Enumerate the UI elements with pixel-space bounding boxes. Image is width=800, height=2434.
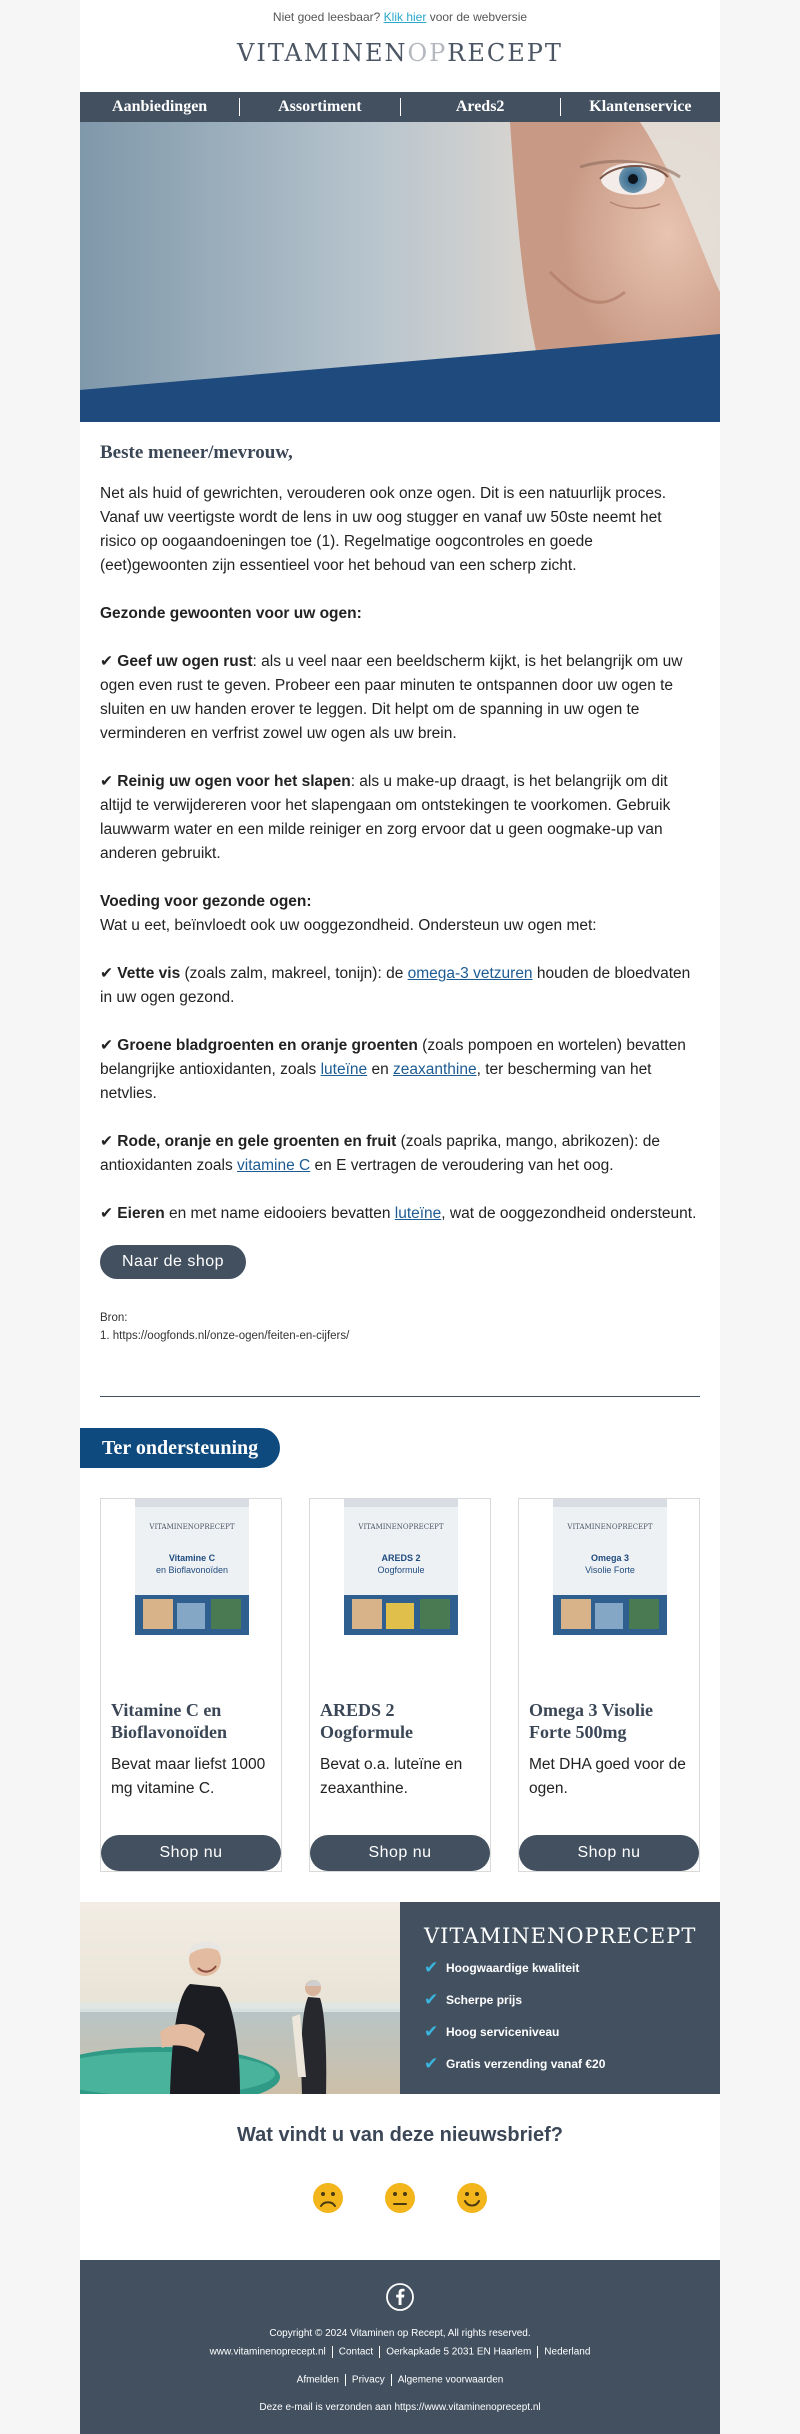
usp-label: Gratis verzending vanaf €20 [446, 2057, 606, 2071]
unsubscribe-link[interactable]: Afmelden [296, 2374, 339, 2386]
happy-face-icon[interactable] [456, 2182, 488, 2214]
food-heading [100, 890, 700, 914]
preheader-text-after: voor de webversie [429, 10, 528, 24]
sources [100, 1309, 700, 1345]
food-fish-text: (zoals zalm, makreel, tonijn): de [180, 965, 408, 982]
food-fish-title: ✔ Vette vis [100, 965, 181, 982]
brand-logo[interactable] [80, 38, 720, 68]
food-heading-text: Voeding voor gezonde ogen: [100, 893, 312, 910]
habit-clean-text: : als u make-up draagt, is het belangrijk om dit altijd te verwijdereren voor het slapengaan om ontstekingen te voorkomen. Gebruik lauwwarm water en een milde reiniger en zorg ervoor dat u geen oogmake-up van anderen gebruikt. [100, 773, 671, 862]
habit-rest [100, 650, 700, 746]
preheader [80, 0, 720, 34]
zeaxanthine-link[interactable]: zeaxanthine [393, 1061, 477, 1078]
logo-part-2: OP [407, 39, 448, 67]
usp-label: Hoogwaardige kwaliteit [446, 1961, 580, 1975]
logo-part-1: VITAMINEN [237, 39, 408, 67]
habit-clean-title: ✔ Reinig uw ogen voor het slapen [100, 773, 351, 790]
food-intro: Wat u eet, beïnvloedt ook uw ooggezondheid. Ondersteun uw ogen met: [100, 917, 597, 934]
newsletter [80, 0, 720, 2434]
product-description: Met DHA goed voor de ogen. [529, 1756, 686, 1797]
product-card[interactable] [309, 1498, 491, 1872]
nav-aanbiedingen[interactable]: Aanbiedingen [112, 98, 208, 115]
checkmark-icon: ✔ [424, 2054, 439, 2073]
main-nav [80, 92, 720, 122]
luteine-link[interactable]: luteïne [320, 1061, 368, 1078]
food-eggs-text: en met name eidooiers bevatten [164, 1205, 395, 1222]
product-name[interactable]: Vitamine C en Bioflavonoïden [111, 1700, 228, 1742]
habit-rest-text: : als u veel naar een beeldscherm kijkt, is het belangrijk om uw ogen even rust te geven. Probeer een paar minuten te ontspannen door uw ogen te sluiten en uw handen erover te leggen. Dit helpt om de spanning in uw ogen te verminderen en verfrist zowel uw ogen als uw brein. [100, 653, 683, 742]
footer [80, 2260, 720, 2434]
product-name[interactable]: AREDS 2 Oogformule [320, 1700, 413, 1742]
footer-sent-notice: Deze e-mail is verzonden aan https://www.vitaminenoprecept.nl [259, 2402, 541, 2413]
product-name[interactable]: Omega 3 Visolie Forte 500mg [529, 1700, 653, 1742]
webversion-link[interactable]: Klik hier [383, 10, 427, 24]
usp-banner[interactable] [80, 1902, 720, 2094]
pack-line-2: en Bioflavonoïden [155, 1565, 229, 1575]
food-fruit-text: (zoals paprika, mango, abrikozen): de antioxidanten zoals [100, 1133, 660, 1174]
product-card[interactable] [100, 1498, 282, 1872]
article [100, 440, 700, 1345]
support-heading: Ter ondersteuning [80, 1428, 280, 1468]
habits-heading-text: Gezonde gewoonten voor uw ogen: [100, 605, 362, 622]
intro-paragraph: Net als huid of gewrichten, verouderen ook onze ogen. Dit is een natuurlijk proces. Vanaf uw veertigste wordt de lens in uw oog stugger en vanaf uw 50ste neemt het risico op oogaandoeningen toe (1). Regelmatige oogcontroles en goede (eet)gewoonten zijn essentieel voor het behoud van een scherp zicht. [100, 485, 667, 574]
food-eggs-text-end: , wat de ooggezondheid ondersteunt. [441, 1205, 697, 1222]
omega3-link[interactable]: omega-3 vetzuren [407, 965, 533, 982]
food-fish [100, 962, 700, 1010]
food-greens-title: ✔ Groene bladgroenten en oranje groenten [100, 1037, 418, 1054]
beach-photo [80, 1902, 400, 2094]
facebook-icon[interactable] [385, 2282, 415, 2312]
privacy-link[interactable]: Privacy [351, 2374, 385, 2386]
nav-areds2[interactable]: Areds2 [455, 98, 505, 115]
pack-line-2: Oogformule [377, 1565, 425, 1575]
terms-link[interactable]: Algemene voorwaarden [397, 2374, 504, 2386]
pack-line-1: AREDS 2 [381, 1553, 421, 1563]
usp-item [424, 1956, 579, 1980]
section-divider [100, 1396, 700, 1397]
product-pack-image [135, 1499, 249, 1635]
product-description: Bevat maar liefst 1000 mg vitamine C. [111, 1756, 266, 1797]
checkmark-icon: ✔ [424, 2022, 439, 2041]
preheader-text: Niet goed leesbaar? [272, 10, 381, 24]
product-pack-image [344, 1499, 458, 1635]
food-fish-text-end: houden de bloedvaten in uw ogen gezond. [100, 965, 691, 1006]
checkmark-icon: ✔ [424, 1958, 439, 1977]
checkmark-icon: ✔ [424, 1990, 439, 2009]
product-description: Bevat o.a. luteïne en zeaxanthine. [320, 1756, 463, 1797]
footer-country: Nederland [544, 2346, 591, 2358]
food-eggs [100, 1202, 700, 1226]
pack-brand: VITAMINENOPRECEPT [149, 1523, 235, 1531]
pack-brand: VITAMINENOPRECEPT [567, 1523, 653, 1531]
product-pack-image [553, 1499, 667, 1635]
sad-face-icon[interactable] [312, 2182, 344, 2214]
product-grid [100, 1498, 700, 1874]
footer-website-link[interactable]: www.vitaminenoprecept.nl [209, 2346, 326, 2358]
usp-item [424, 2052, 605, 2076]
nav-assortiment[interactable]: Assortiment [278, 98, 362, 115]
food-fruit-text-end: en E vertragen de veroudering van het oog. [310, 1157, 614, 1174]
logo-part-3: RECEPT [447, 39, 563, 67]
hero-image [80, 122, 720, 422]
habits-heading [100, 602, 700, 626]
pack-brand: VITAMINENOPRECEPT [358, 1523, 444, 1531]
food-fruit [100, 1130, 700, 1178]
footer-street: Oerkapkade 5 2031 EN Haarlem [386, 2346, 532, 2358]
pack-line-1: Omega 3 [590, 1553, 630, 1563]
pack-line-2: Visolie Forte [585, 1565, 635, 1575]
vitamine-c-link[interactable]: vitamine C [237, 1157, 311, 1174]
footer-links [80, 2374, 720, 2386]
luteine-link-eggs[interactable]: luteïne [394, 1205, 442, 1222]
shop-now-button[interactable]: Shop nu [101, 1835, 281, 1871]
footer-address [80, 2346, 720, 2358]
shop-button[interactable]: Naar de shop [100, 1245, 246, 1279]
shop-now-button[interactable]: Shop nu [310, 1835, 490, 1871]
shop-now-button[interactable]: Shop nu [519, 1835, 699, 1871]
footer-copyright: Copyright © 2024 Vitaminen op Recept, All rights reserved. [269, 2328, 531, 2339]
source-item[interactable]: 1. https://oogfonds.nl/onze-ogen/feiten-en-cijfers/ [100, 1330, 350, 1342]
habit-rest-title: ✔ Geef uw ogen rust [100, 653, 253, 670]
feedback-title: Wat vindt u van deze nieuwsbrief? [237, 2124, 563, 2146]
food-greens [100, 1034, 700, 1106]
usp-item [424, 1988, 522, 2012]
source-label: Bron: [100, 1312, 128, 1324]
pack-line-1: Vitamine C [168, 1553, 216, 1563]
usp-item [424, 2020, 559, 2044]
food-eggs-title: ✔ Eieren [100, 1205, 165, 1222]
product-card[interactable] [518, 1498, 700, 1872]
neutral-face-icon[interactable] [384, 2182, 416, 2214]
nav-klantenservice[interactable]: Klantenservice [589, 98, 692, 115]
footer-contact-link[interactable]: Contact [338, 2346, 374, 2358]
usp-label: Scherpe prijs [446, 1993, 523, 2007]
food-greens-text-end: , ter bescherming van het netvlies. [100, 1061, 652, 1102]
food-fruit-title: ✔ Rode, oranje en gele groenten en fruit [100, 1133, 397, 1150]
greeting: Beste meneer/mevrouw, [100, 442, 293, 463]
food-greens-text: (zoals pompoen en wortelen) bevatten belangrijke antioxidanten, zoals [100, 1037, 686, 1078]
usp-panel [400, 1902, 720, 2094]
food-greens-and: en [367, 1061, 393, 1078]
habit-clean [100, 770, 700, 866]
usp-label: Hoog serviceniveau [446, 2025, 560, 2039]
promo-logo: VITAMINENOPRECEPT [424, 1924, 697, 1948]
